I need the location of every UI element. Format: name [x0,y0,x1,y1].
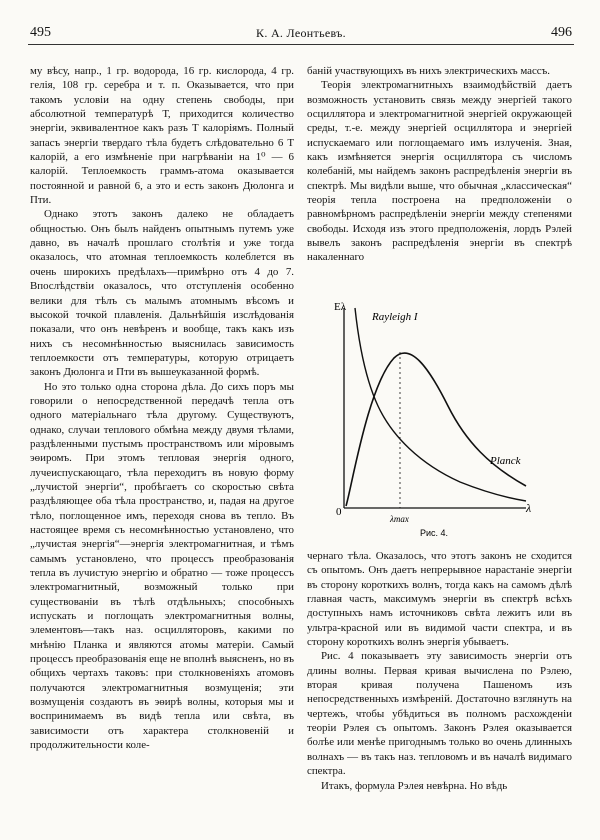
right-paragraph-3: чернаго тѣла. Оказалось, что этотъ законъ не сходится съ опытомъ. Онъ даетъ непрерывное нарастаніе энергіи въ сторону короткихъ волнъ, тогда какъ на самомъ дѣлѣ главная часть, максимумъ энергіи въ спектрѣ всѣхъ доступныхъ намъ источниковъ свѣта лежитъ или въ ультра-красной или въ видимой части спектра, и въ сторону короткихъ волнъ энергія убываетъ. [307,550,572,649]
right-column-top [307,64,572,265]
right-column-bottom [307,549,572,793]
running-head [28,22,574,45]
rayleigh-curve [355,308,526,501]
running-title: К. А. Леонтьевъ. [256,26,346,40]
right-paragraph-4: Рис. 4 показываетъ эту зависимость энергіи отъ длины волны. Первая кривая вычислена по Рэлею, вторая кривая получена Пашеномъ изъ непосредственныхъ измѣреній. Достаточно взглянуть на чертежъ, чтобы убѣдиться въ полномъ расхожденіи теоріи Рэлея съ опытомъ. Законъ Рэлея оказывается болѣе или менѣе пригоднымъ только во очень длинныхъ волнахъ — въ такъ наз. тепловомъ и въ началѣ видимаго спектра. [307,650,572,778]
figure-caption: Рис. 4. [420,528,449,538]
figure-4 [330,296,546,542]
left-paragraph-3: Но это только одна сторона дѣла. До сихъ поръ мы говорили о непосредственной передачѣ тепла отъ одного матеріальнаго тѣла другому. Существуютъ, однако, случаи теплового обмѣна между двумя тѣлами, раздѣленными пустымъ пространствомъ или міровымъ эѳиромъ. При этомъ тепловая энергія одного, лучеиспускающаго, тѣла переходитъ въ новую форму „лучистой энергіи“, пробѣгаетъ со скоростью свѣта раздѣляющее оба тѣла пространство, и, падая на другое тѣло, поглощенное имъ, переходя снова въ тепло. Въ настоящее время съ несомнѣнностью установлено, что „лучистая энергія“—энергія электромагнитная, и тѣмъ самымъ установлено, что процессъ преобразованія тепла въ лучистую энергію и обратно — тоже процессъ электромагнитный, возможный только при существованіи въ тѣлѣ отдѣльныхъ; способныхъ испускать и поглощать электромагнитныя волны, элементовъ—такъ наз. осцилляторовъ, какими по мнѣнію Планка и являются атомы матеріи. Самый процессъ преобразованія еще не вполнѣ выясненъ, но въ общихъ чертахъ таковъ: при столкновеніяхъ атомовъ получаются электромагнитныя возмущенія; эти возмущенія создаютъ въ эѳирѣ волны, которыя мы и воспринимаемъ въ видѣ тепла или свѣта, въ зависимости отъ характера столкновеній и продолжительности коле- [30,380,294,752]
right-paragraph-1: баній участвующихъ въ нихъ электрическихъ массъ. [307,65,550,77]
energy-spectrum-diagram [330,296,546,542]
y-axis-label: Eλ [334,301,347,313]
left-paragraph-2: Однако этотъ законъ далеко не обладаетъ общностью. Онъ былъ найденъ опытнымъ путемъ уже давно, въ началѣ прошлаго столѣтія и уже тогда оказалось, что атомная теплоемкость колеблется въ очень широкихъ предѣлахъ—примѣрно отъ 4 до 7. Впослѣдствіи оказалось, что отступленія особенно велики для тѣлъ съ малымъ атомнымъ вѣсомъ и высокой точкой плавленія. Дальнѣйшія изслѣдованія показали, что онъ невѣренъ и вообще, такъ какъ изъ нихъ съ несомнѣнностью выяснилась зависимость теплоемкости отъ температуры, которую отрицаетъ законъ Дюлонга и Пти въ вышеуказанной формѣ. [30,208,294,379]
max-label: λmax [390,514,409,524]
planck-label: Planck [490,455,521,467]
rayleigh-label: Rayleigh I [372,311,418,323]
left-paragraph-1: му вѣсу, напр., 1 гр. водорода, 16 гр. кислорода, 4 гр. гелія, 108 гр. серебра и т. п. Оказывается, что при такомъ условіи на одну степень свободы, при абсолютной температурѣ Т, приходится количество энергіи, эквивалентное какъ разъ Т калоріямъ. Полный запасъ энергіи твердаго тѣла будетъ слѣдовательно 6 Т калорій, а его измѣненіе при нагрѣваніи на 1⁰ — 6 калорій. Теплоемкость граммъ-атома оказывается постоянной и равной 6, а это и есть законъ Дюлонга и Пти. [30,65,294,207]
right-paragraph-2: Теорія электромагнитныхъ взаимодѣйствій даетъ возможность установить связь между энергіей такого осциллятора и электромагнитной энергіей окружающей среды, т.-е. между энергіей осциллятора и энергіей испускаемаго или поглощаемаго имъ излученія. Зная, какъ измѣняется энергія осциллятора съ числомъ колебаній, мы найдемъ законъ распредѣленія энергіи въ спектрѣ. Мы видѣли выше, что обычная „классическая“ теорія тепла построена на предположеніи о равномѣрномъ распредѣленіи энергіи между степенями свободы. Исходя изъ этого предположенія, лордъ Рэлей вывелъ законъ распредѣленія энергіи въ спектрѣ накаленнаго [307,79,572,264]
x-axis-label: λ [526,501,532,515]
page-number-left: 495 [30,25,51,40]
page-number-right: 496 [551,25,572,40]
left-column [30,64,294,753]
origin-label: 0 [336,506,342,518]
planck-curve [346,353,526,506]
right-paragraph-5: Итакъ, формула Рэлея невѣрна. Но вѣдь [321,779,508,792]
